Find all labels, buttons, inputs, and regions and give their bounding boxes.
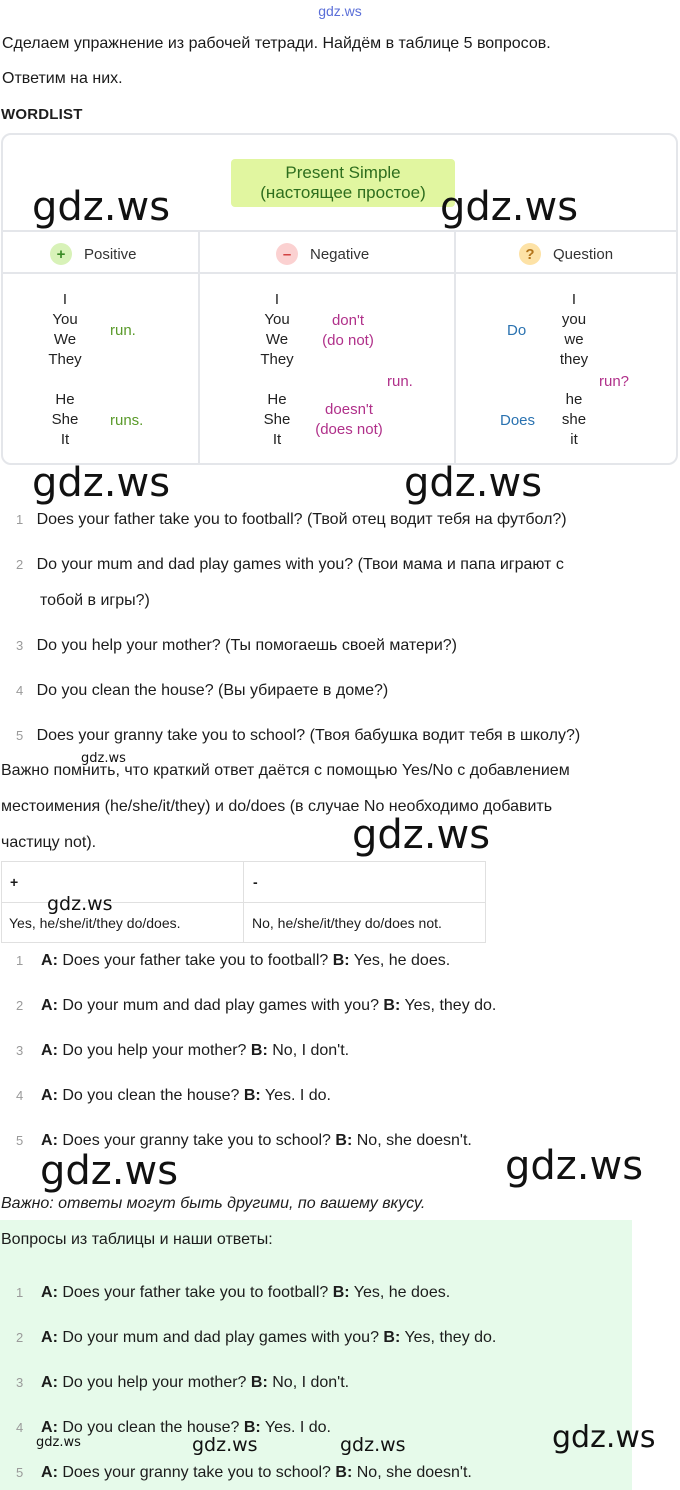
question-text: Do you help your mother? (Ты помогаешь своей матери?) <box>36 637 457 654</box>
speaker-a: A: <box>41 1374 58 1391</box>
watermark: gdz.ws <box>404 460 543 506</box>
intro-text-line-1: Сделаем упражнение из рабочей тетради. Найдём в таблице 5 вопросов. <box>2 35 551 52</box>
divider <box>3 230 676 232</box>
final-answers-box <box>0 1220 632 1490</box>
list-number: 5 <box>16 1133 24 1148</box>
pronouns-plural: I you we they <box>559 291 589 368</box>
question-text-continued: тобой в игры?) <box>40 592 150 609</box>
speaker-a: A: <box>41 1087 58 1104</box>
speaker-a: A: <box>41 1329 58 1346</box>
list-number: 1 <box>16 1285 24 1300</box>
list-item <box>16 511 567 529</box>
question-text: Does your granny take you to school? (Твоя бабушка водит тебя в школу?) <box>36 727 581 744</box>
speaker-b: B: <box>250 1042 268 1059</box>
question-text: Do you clean the house? (Вы убираете в доме?) <box>36 682 389 699</box>
list-item <box>16 1042 349 1060</box>
speaker-a: A: <box>41 1132 58 1149</box>
pronouns-singular: He She It <box>51 391 79 448</box>
intro-text-line-2: Ответим на них. <box>2 70 123 87</box>
wordlist-title-line-1: Present Simple <box>285 163 401 182</box>
list-item <box>16 1284 450 1302</box>
watermark: gdz.ws <box>32 184 171 230</box>
answer-question: Does your granny take you to school? <box>57 1132 336 1149</box>
list-item <box>16 1464 472 1482</box>
question-aux-plural: Do <box>507 322 527 339</box>
question-text: Do your mum and dad play games with you? (Твои мама и папа играют с <box>36 556 564 573</box>
minus-icon: – <box>276 243 298 265</box>
watermark: gdz.ws <box>552 1420 656 1455</box>
list-number: 2 <box>16 557 24 572</box>
list-item <box>16 952 450 970</box>
list-item <box>16 1374 349 1392</box>
speaker-b: B: <box>383 1329 401 1346</box>
speaker-b: B: <box>332 1284 350 1301</box>
list-number: 2 <box>16 1330 24 1345</box>
answer-reply: No, I don't. <box>267 1042 350 1059</box>
pronouns-plural: I You We They <box>48 291 82 368</box>
wordlist-title <box>231 159 455 207</box>
watermark: gdz.ws <box>440 184 579 230</box>
column-header-question <box>519 243 613 265</box>
list-number: 1 <box>16 953 24 968</box>
answer-reply: Yes, they do. <box>400 997 497 1014</box>
plus-icon: + <box>50 243 72 265</box>
list-item <box>16 1329 496 1347</box>
list-number: 3 <box>16 1375 24 1390</box>
column-label: Positive <box>84 245 137 263</box>
question-aux-singular: Does <box>500 412 536 429</box>
note-text: Важно: ответы могут быть другими, по вашему вкусу. <box>1 1195 426 1212</box>
answer-reply: Yes, he does. <box>349 952 451 969</box>
answer-reply: Yes, they do. <box>400 1329 497 1346</box>
verb-negative: run. <box>387 373 413 390</box>
answer-question: Do you clean the house? <box>57 1419 244 1436</box>
answer-question: Do your mum and dad play games with you? <box>57 1329 384 1346</box>
speaker-b: B: <box>335 1464 353 1481</box>
column-header-negative <box>276 243 369 265</box>
list-number: 3 <box>16 1043 24 1058</box>
answer-reply: Yes, he does. <box>349 1284 451 1301</box>
table-cell-no: No, he/she/it/they do/does not. <box>252 915 442 931</box>
speaker-b: B: <box>243 1087 261 1104</box>
list-number: 1 <box>16 512 24 527</box>
watermark: gdz.ws <box>81 751 126 766</box>
answer-reply: No, I don't. <box>267 1374 350 1391</box>
divider <box>3 272 676 274</box>
list-number: 5 <box>16 728 24 743</box>
answer-reply: No, she doesn't. <box>352 1464 472 1481</box>
speaker-a: A: <box>41 1042 58 1059</box>
site-link[interactable]: gdz.ws <box>318 3 362 19</box>
answer-question: Does your granny take you to school? <box>57 1464 336 1481</box>
divider <box>198 231 200 465</box>
question-icon: ? <box>519 243 541 265</box>
answer-question: Do you help your mother? <box>57 1374 251 1391</box>
list-item <box>16 727 580 745</box>
list-number: 4 <box>16 1420 24 1435</box>
table-header-minus: - <box>253 874 258 890</box>
rule-line-3: частицу not). <box>1 834 97 851</box>
question-text: Does your father take you to football? (Твой отец водит тебя на футбол?) <box>36 511 567 528</box>
watermark: gdz.ws <box>32 460 171 506</box>
rule-line-2: местоимения (he/she/it/they) и do/does (в случае No необходимо добавить <box>1 798 553 815</box>
watermark: gdz.ws <box>192 1434 258 1456</box>
list-item <box>16 637 457 655</box>
list-item <box>16 682 388 700</box>
list-item <box>16 997 496 1015</box>
table-header-plus: + <box>10 874 19 890</box>
wordlist-heading: WORDLIST <box>1 106 83 123</box>
speaker-a: A: <box>41 997 58 1014</box>
answer-question: Do your mum and dad play games with you? <box>57 997 384 1014</box>
speaker-b: B: <box>250 1374 268 1391</box>
pronouns-singular: he she it <box>561 391 587 448</box>
speaker-b: B: <box>383 997 401 1014</box>
speaker-a: A: <box>41 1419 58 1436</box>
watermark: gdz.ws <box>40 1148 179 1194</box>
speaker-a: A: <box>41 1464 58 1481</box>
watermark: gdz.ws <box>47 893 113 915</box>
pronouns-singular: He She It <box>263 391 291 448</box>
pronouns-plural: I You We They <box>260 291 294 368</box>
column-label: Question <box>553 245 614 263</box>
negative-aux-singular: doesn't (does not) <box>315 401 383 438</box>
column-header-positive <box>50 243 137 265</box>
watermark: gdz.ws <box>505 1143 644 1189</box>
list-number: 2 <box>16 998 24 1013</box>
wordlist-title-line-2: (настоящее простое) <box>260 183 426 202</box>
list-number: 5 <box>16 1465 24 1480</box>
watermark: gdz.ws <box>36 1435 81 1450</box>
speaker-a: A: <box>41 1284 58 1301</box>
speaker-b: B: <box>243 1419 261 1436</box>
speaker-a: A: <box>41 952 58 969</box>
answer-question: Does your father take you to football? <box>57 952 333 969</box>
answer-reply: No, she doesn't. <box>352 1132 472 1149</box>
list-number: 4 <box>16 683 24 698</box>
answer-reply: Yes. I do. <box>260 1419 331 1436</box>
answer-question: Do you help your mother? <box>57 1042 251 1059</box>
table-cell-yes: Yes, he/she/it/they do/does. <box>9 915 181 931</box>
list-item <box>16 1087 331 1105</box>
watermark: gdz.ws <box>352 812 491 858</box>
answer-reply: Yes. I do. <box>260 1087 331 1104</box>
divider <box>454 231 456 465</box>
watermark: gdz.ws <box>340 1434 406 1456</box>
verb-positive-plural: run. <box>110 322 136 339</box>
wordlist-card <box>1 133 678 465</box>
negative-aux-plural: don't (do not) <box>322 312 374 349</box>
column-label: Negative <box>310 245 370 263</box>
answer-question: Does your father take you to football? <box>57 1284 333 1301</box>
verb-positive-singular: runs. <box>110 412 144 429</box>
answer-question: Do you clean the house? <box>57 1087 244 1104</box>
list-number: 4 <box>16 1088 24 1103</box>
speaker-b: B: <box>335 1132 353 1149</box>
final-heading: Вопросы из таблицы и наши ответы: <box>1 1231 273 1248</box>
list-number: 3 <box>16 638 24 653</box>
rule-line-1: Важно помнить, что краткий ответ даётся с помощью Yes/No с добавлением <box>1 762 570 779</box>
list-item <box>16 556 564 574</box>
verb-question: run? <box>599 373 630 390</box>
speaker-b: B: <box>332 952 350 969</box>
